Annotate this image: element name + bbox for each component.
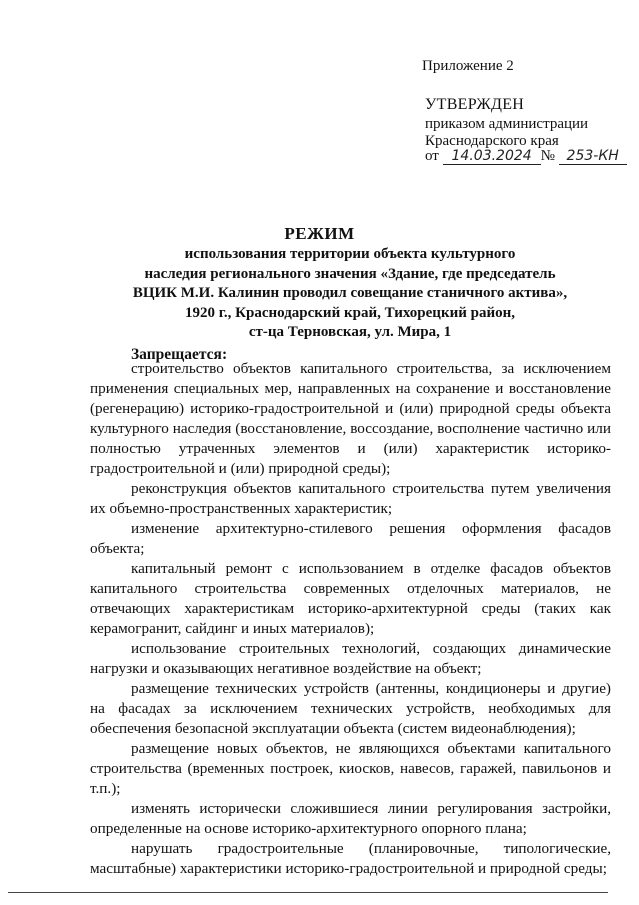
date-prefix: от — [425, 148, 439, 164]
order-date-line — [425, 148, 627, 165]
heading-line: наследия регионального значения «Здание, где председатель — [144, 265, 556, 282]
heading-line: использования территории объекта культурного — [184, 246, 516, 262]
document-title: РЕЖИМ — [284, 224, 355, 243]
page-bottom-rule — [8, 892, 608, 893]
approved-label: УТВЕРЖДЕН — [425, 96, 525, 113]
heading-line: ст-ца Терновская, ул. Мира, 1 — [248, 324, 452, 340]
restriction-paragraph: нарушать градостроительные (планировочные, типологические, масштабные) характеристики историко-градостроительной и природной среды; — [90, 840, 611, 877]
restrictions-list — [90, 359, 611, 879]
restriction-paragraph: использование строительных технологий, создающих динамические нагрузки и оказывающих негативное воздействие на объект; — [90, 640, 611, 677]
handwritten-date: 14.03.2024 — [443, 148, 541, 165]
handwritten-number: 253-КН — [559, 148, 627, 165]
number-prefix: № — [540, 148, 555, 164]
restriction-paragraph: реконструкция объектов капитального строительства путем увеличения их объемно-пространственных характеристик; — [90, 480, 611, 517]
restriction-paragraph: изменение архитектурно-стилевого решения оформления фасадов объекта; — [90, 520, 611, 557]
restriction-paragraph: капитальный ремонт с использованием в отделке фасадов объектов капитального строительства современных отделочных материалов, не отвечающих характеристикам историко-архитектурной среды (таких как керамогранит, сайдинг и иных материалов); — [90, 560, 611, 637]
order-line-1: приказом администрации — [425, 116, 589, 132]
restriction-paragraph: строительство объектов капитального строительства, за исключением применения специальных мер, направленных на сохранение и восстановление (регенерацию) историко-градостроительной и (или) природной среды объекта культурного наследия (восстановление, воссоздание, восполнение частично или полностью утраченных элементов и (или) характеристик историко-градостроительной и (или) природной среды); — [90, 360, 611, 477]
forbidden-label: Запрещается: — [131, 346, 228, 363]
restriction-paragraph: размещение новых объектов, не являющихся объектами капитального строительства (временных построек, киосков, навесов, гаражей, павильонов и т.п.); — [90, 740, 611, 797]
heading-line: ВЦИК М.И. Калинин проводил совещание станичного актива», — [132, 285, 568, 301]
restriction-paragraph: изменять исторически сложившиеся линии регулирования застройки, определенные на основе историко-архитектурного опорного плана; — [90, 800, 611, 837]
document-heading — [90, 245, 610, 343]
order-line-2: Краснодарского края — [425, 133, 559, 149]
heading-line: 1920 г., Краснодарский край, Тихорецкий район, — [185, 304, 515, 321]
appendix-label: Приложение 2 — [422, 58, 514, 74]
restriction-paragraph: размещение технических устройств (антенны, кондиционеры и другие) на фасадах за исключением технических устройств, необходимых для обеспечения безопасной эксплуатации объекта (систем видеонаблюдения); — [90, 680, 611, 737]
